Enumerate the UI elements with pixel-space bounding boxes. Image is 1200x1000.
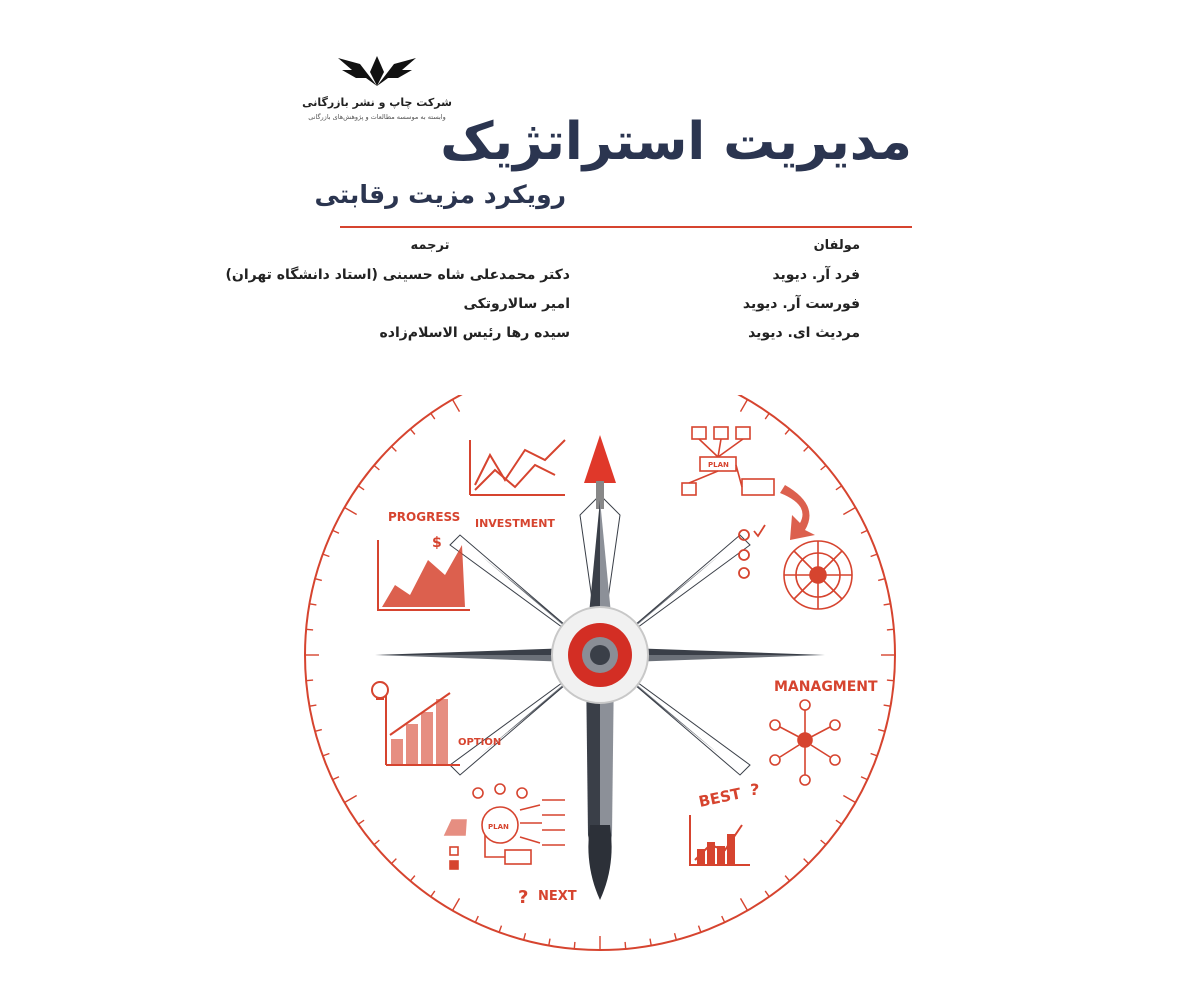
dial-tick — [499, 926, 501, 933]
dial-tick — [431, 413, 435, 419]
dial-tick — [306, 680, 313, 681]
management-label: MANAGMENT — [774, 679, 878, 695]
translators-block — [225, 238, 570, 354]
compass-illustration — [280, 395, 920, 995]
plan-label-top: PLAN — [708, 461, 729, 469]
dial-tick — [333, 530, 339, 533]
next-label: NEXT — [538, 889, 577, 904]
dial-tick — [675, 933, 677, 940]
option-label: OPTION — [458, 737, 502, 748]
dial-tick — [871, 754, 878, 756]
publisher-subtitle: وابسته به موسسه مطالعات و پژوهش‌های بازرگانی — [308, 113, 446, 121]
dial-tick — [475, 916, 478, 922]
author-name: فورست آر. دیوید — [742, 296, 860, 312]
dial-tick — [887, 629, 894, 630]
dial-tick — [333, 777, 339, 780]
dial-tick — [861, 777, 867, 780]
authors-heading: مولفان — [813, 238, 860, 253]
dial-tick — [878, 730, 885, 732]
best-label: BEST — [697, 784, 743, 811]
dial-tick — [358, 820, 364, 824]
dial-tick — [871, 554, 878, 556]
dial-tick — [453, 898, 460, 910]
lightbulb-icon — [372, 682, 388, 699]
dial-tick — [309, 705, 316, 706]
dial-tick — [878, 579, 885, 581]
dial-tick — [821, 840, 826, 844]
dial-tick — [315, 730, 322, 732]
dial-tick — [574, 942, 575, 949]
dial-tick — [315, 579, 322, 581]
dial-tick — [323, 754, 330, 756]
dial-tick — [345, 796, 357, 803]
dial-tick — [843, 508, 855, 515]
dial-tick — [804, 446, 809, 451]
dial-tick — [431, 891, 435, 897]
publisher-name: شرکت چاپ و نشر بازرگانی — [302, 96, 452, 109]
wings-logo-icon — [332, 50, 422, 90]
title-divider — [340, 226, 912, 228]
plan-label-bottom: PLAN — [488, 823, 509, 831]
translator-name: دکتر محمدعلی شاه حسینی (استاد دانشگاه تهران) — [225, 267, 570, 283]
dial-tick — [836, 486, 842, 490]
dial-tick — [391, 446, 396, 451]
dial-tick — [625, 942, 626, 949]
authors-block — [620, 238, 860, 354]
checklist-icons — [739, 525, 765, 578]
best-chart-sketch — [690, 815, 750, 865]
book-subtitle: رویکرد مزیت رقابتی — [314, 180, 566, 209]
dial-tick — [453, 400, 460, 412]
dial-tick — [309, 604, 316, 605]
dial-tick — [785, 429, 789, 434]
publisher-logo — [292, 50, 462, 121]
dial-tick — [785, 876, 789, 881]
dial-tick — [741, 898, 748, 910]
dial-tick — [391, 859, 396, 864]
author-name: مردیث ای. دیوید — [748, 325, 860, 341]
investment-sketch — [470, 440, 565, 495]
dial-tick — [741, 400, 748, 412]
investment-label: INVESTMENT — [475, 517, 555, 530]
book-title: مدیریت استراتژیک — [440, 112, 912, 172]
translator-name: امیر سالاروتکی — [463, 296, 570, 312]
dial-tick — [884, 604, 891, 605]
question-mark-icon: ? — [750, 780, 760, 799]
curved-arrow-icon — [780, 485, 815, 540]
dial-tick — [887, 680, 894, 681]
dial-tick — [722, 916, 725, 922]
question-mark-icon: ? — [518, 887, 529, 908]
dial-tick — [323, 554, 330, 556]
dollar-icon: $ — [432, 535, 442, 551]
dial-tick — [524, 933, 526, 940]
dial-tick — [410, 429, 414, 434]
dial-tick — [410, 876, 414, 881]
people-network-sketch — [770, 700, 840, 785]
dial-tick — [765, 891, 769, 897]
dial-tick — [884, 705, 891, 706]
dial-tick — [650, 939, 651, 946]
translator-name: سیده رها رئیس الاسلام‌زاده — [379, 325, 570, 341]
dial-tick — [765, 413, 769, 419]
dial-tick — [699, 926, 701, 933]
dial-tick — [358, 486, 364, 490]
dial-tick — [374, 465, 379, 469]
dial-tick — [374, 840, 379, 844]
dial-tick — [836, 820, 842, 824]
compass-hub — [552, 607, 648, 703]
dial-tick — [861, 530, 867, 533]
translators-heading: ترجمه — [410, 238, 450, 253]
dial-tick — [804, 859, 809, 864]
dial-tick — [549, 939, 550, 946]
dial-tick — [843, 796, 855, 803]
dial-tick — [821, 465, 826, 469]
dial-tick — [345, 508, 357, 515]
progress-label: PROGRESS — [388, 510, 461, 524]
dial-tick — [306, 629, 313, 630]
target-chart-sketch — [784, 541, 852, 609]
author-name: فرد آر. دیوید — [772, 267, 860, 283]
bar-chart-sketch — [386, 693, 460, 765]
